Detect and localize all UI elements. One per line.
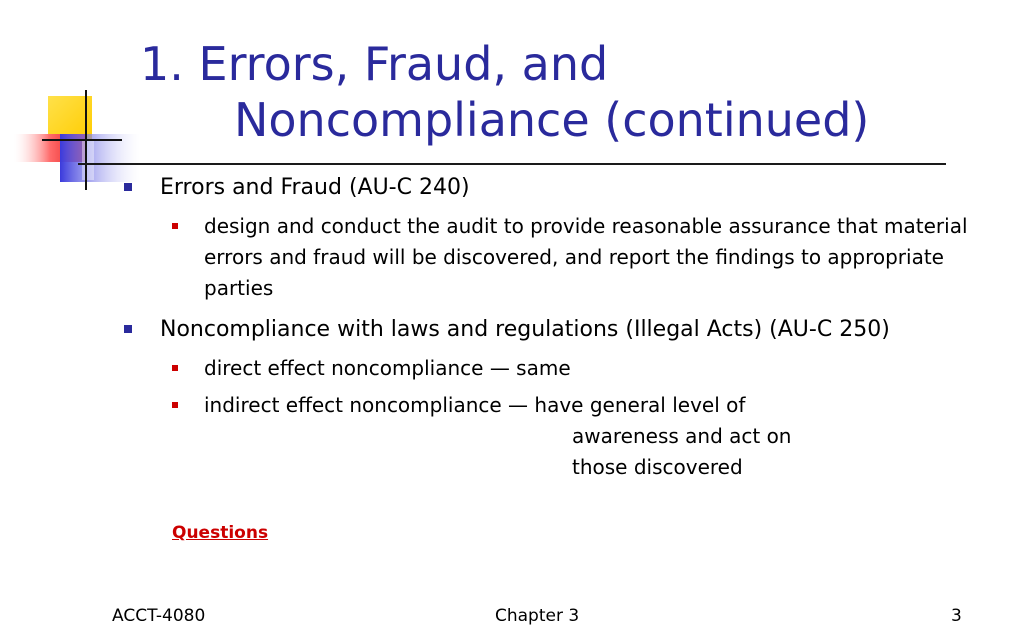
sub-list-item (122, 390, 982, 421)
slide-title (140, 36, 1000, 148)
small-square-bullet-icon (172, 365, 178, 371)
list-item (122, 314, 982, 345)
continuation-line: those discovered (572, 455, 743, 479)
list-item (122, 172, 982, 203)
footer-course: ACCT-4080 (112, 606, 206, 626)
footer-chapter: Chapter 3 (495, 606, 580, 626)
sub-list-item (122, 211, 982, 304)
bullet-list (122, 172, 982, 483)
title-divider (78, 163, 946, 165)
square-bullet-icon (124, 325, 132, 333)
continuation-line: awareness and act on (572, 424, 792, 448)
slide-title-line1: 1. Errors, Fraud, and (140, 37, 609, 91)
questions-link[interactable]: Questions (172, 523, 269, 543)
sub-list-item-label: direct effect noncompliance — same (204, 356, 571, 380)
square-bullet-icon (124, 183, 132, 191)
footer-page-number: 3 (951, 606, 962, 626)
small-square-bullet-icon (172, 223, 178, 229)
sub-list-item-label: design and conduct the audit to provide reasonable assurance that material errors and fraud will be discovered, and report the findings to appropriate parties (204, 214, 968, 300)
slide-title-line2: Noncompliance (continued) (234, 93, 870, 147)
sub-list-item (122, 353, 982, 384)
small-square-bullet-icon (172, 402, 178, 408)
list-item-label: Noncompliance with laws and regulations (Illegal Acts) (AU-C 250) (160, 317, 890, 342)
sub-list-item-label: indirect effect noncompliance — have general level of (204, 393, 746, 417)
list-item-label: Errors and Fraud (AU-C 240) (160, 175, 470, 200)
